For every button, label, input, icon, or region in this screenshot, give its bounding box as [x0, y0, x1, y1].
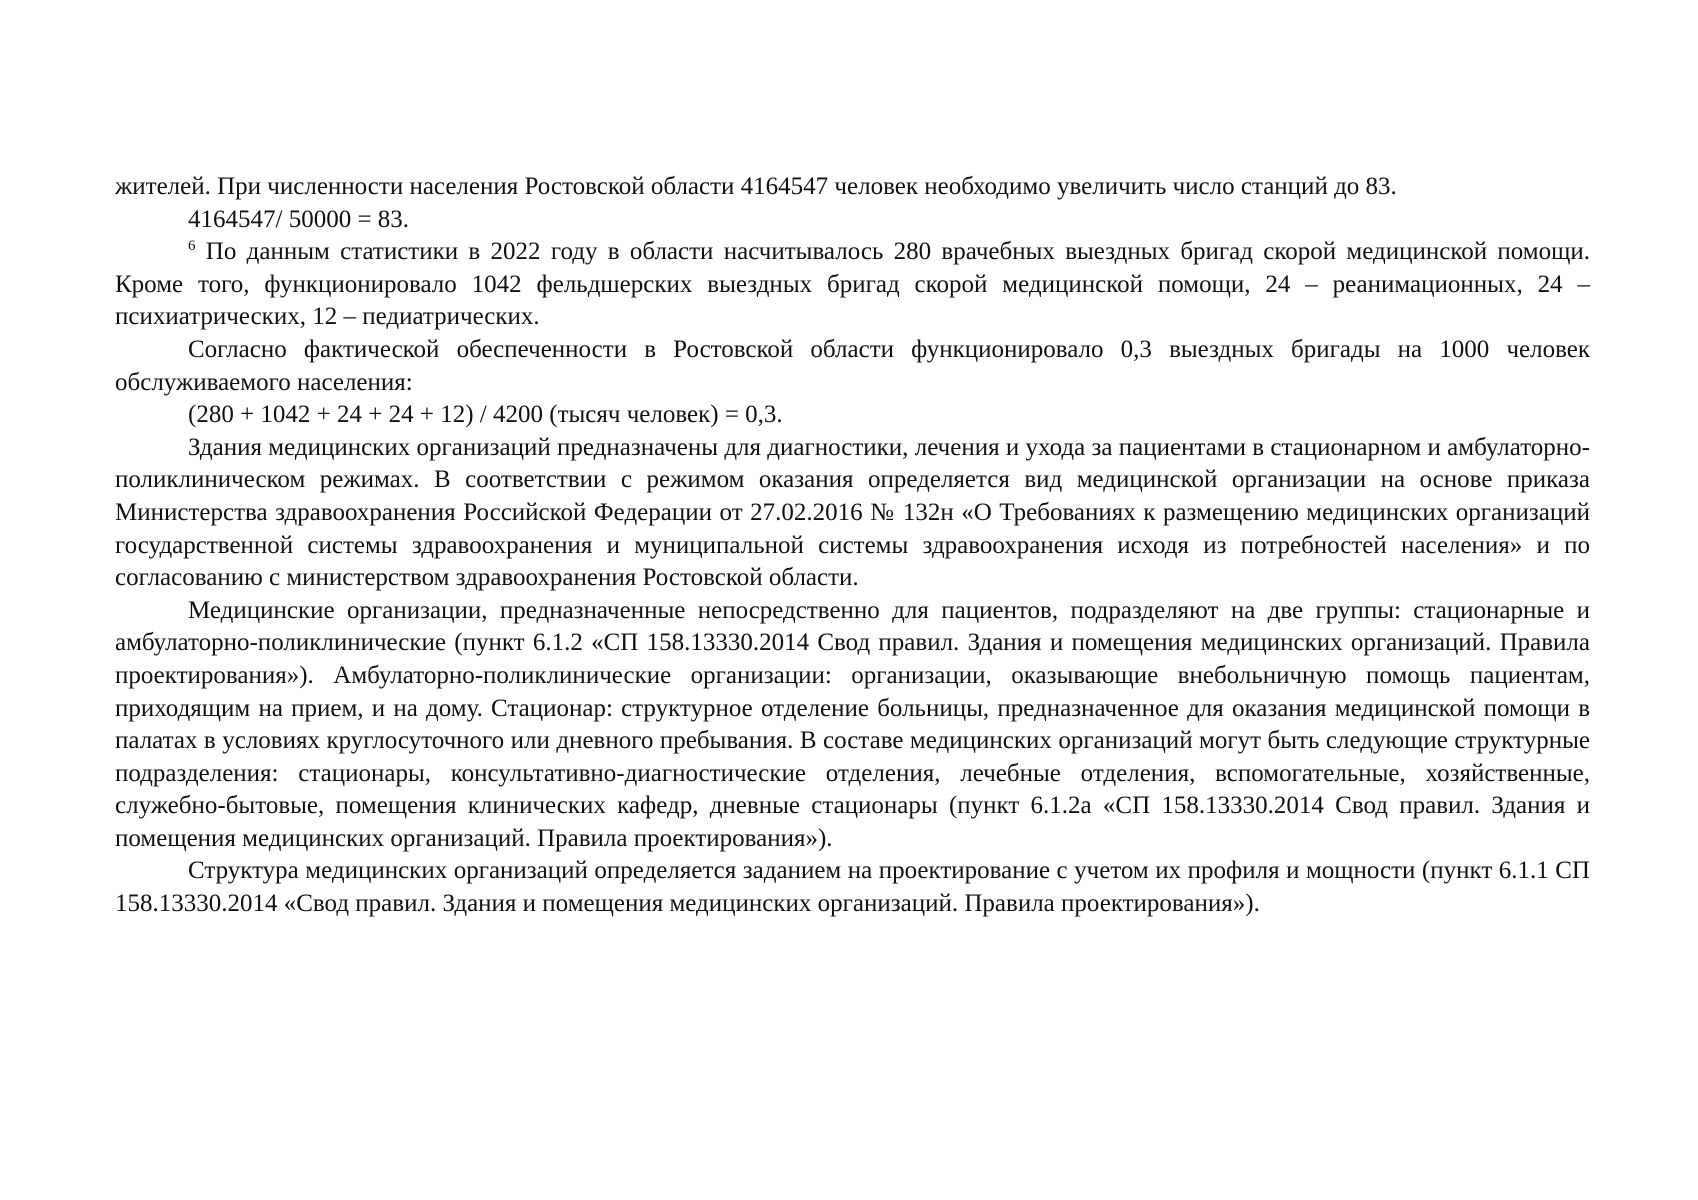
paragraph-buildings: Здания медицинских организаций предназначены для диагностики, лечения и ухода за пациентами в стационарном и амбулаторно-поликлиническом режимах. В соответствии с режимом оказания определяется вид медицинской организации на основе приказа Министерства здравоохранения Российской Федерации от 27.02.2016 № 132н «О Требованиях к размещению медицинских организаций государственной системы здравоохранения и муниципальной системы здравоохранения исходя из потребностей населения» и по согласованию с министерством здравоохранения Ростовской области. [115, 433, 1590, 592]
paragraph-population: жителей. При численности населения Ростовской области 4164547 человек необходимо увеличить число станций до 83. [115, 173, 1397, 200]
footnote-marker: 6 [188, 238, 196, 255]
document-page [115, 171, 1590, 921]
paragraph-provision-formula: (280 + 1042 + 24 + 24 + 12) / 4200 (тысяч человек) = 0,3. [188, 401, 783, 429]
paragraph-brigades-text: По данным статистики в 2022 году в области насчитывалось 280 врачебных выездных бригад скорой медицинской помощи. Кроме того, функционировало 1042 фельдшерских выездных бригад скорой медицинской помощи, 24 – реанимационных, 24 – психиатрических, 12 – педиатрических. [115, 238, 1590, 331]
paragraph-provision: Согласно фактической обеспеченности в Ростовской области функционировало 0,3 выездных бригады на 1000 человек обслуживаемого населения: [115, 335, 1590, 396]
paragraph-brigades-statistics [115, 236, 1590, 334]
paragraph-stations-formula: 4164547/ 50000 = 83. [188, 205, 410, 233]
paragraph-structure: Структура медицинских организаций определяется заданием на проектирование с учетом их профиля и мощности (пункт 6.1.1 СП 158.13330.2014 «Свод правил. Здания и помещения медицинских организаций. Правила проектирования»). [115, 857, 1590, 918]
paragraph-organization-groups: Медицинские организации, предназначенные непосредственно для пациентов, подразделяют на две группы: стационарные и амбулаторно-поликлинические (пункт 6.1.2 «СП 158.13330.2014 Свод правил. Здания и помещения медицинских организаций. Правила проектирования»). Амбулаторно-поликлинические организации: организации, оказывающие внебольничную помощь пациентам, приходящим на прием, и на дому. Стационар: структурное отделение больницы, предназначенное для оказания медицинской помощи в палатах в условиях круглосуточного или дневного пребывания. В составе медицинских организаций могут быть следующие структурные подразделения: стационары, консультативно-диагностические отделения, лечебные отделения, вспомогательные, хозяйственные, служебно-бытовые, помещения клинических кафедр, дневные стационары (пункт 6.1.2а «СП 158.13330.2014 Свод правил. Здания и помещения медицинских организаций. Правила проектирования»). [115, 596, 1590, 852]
